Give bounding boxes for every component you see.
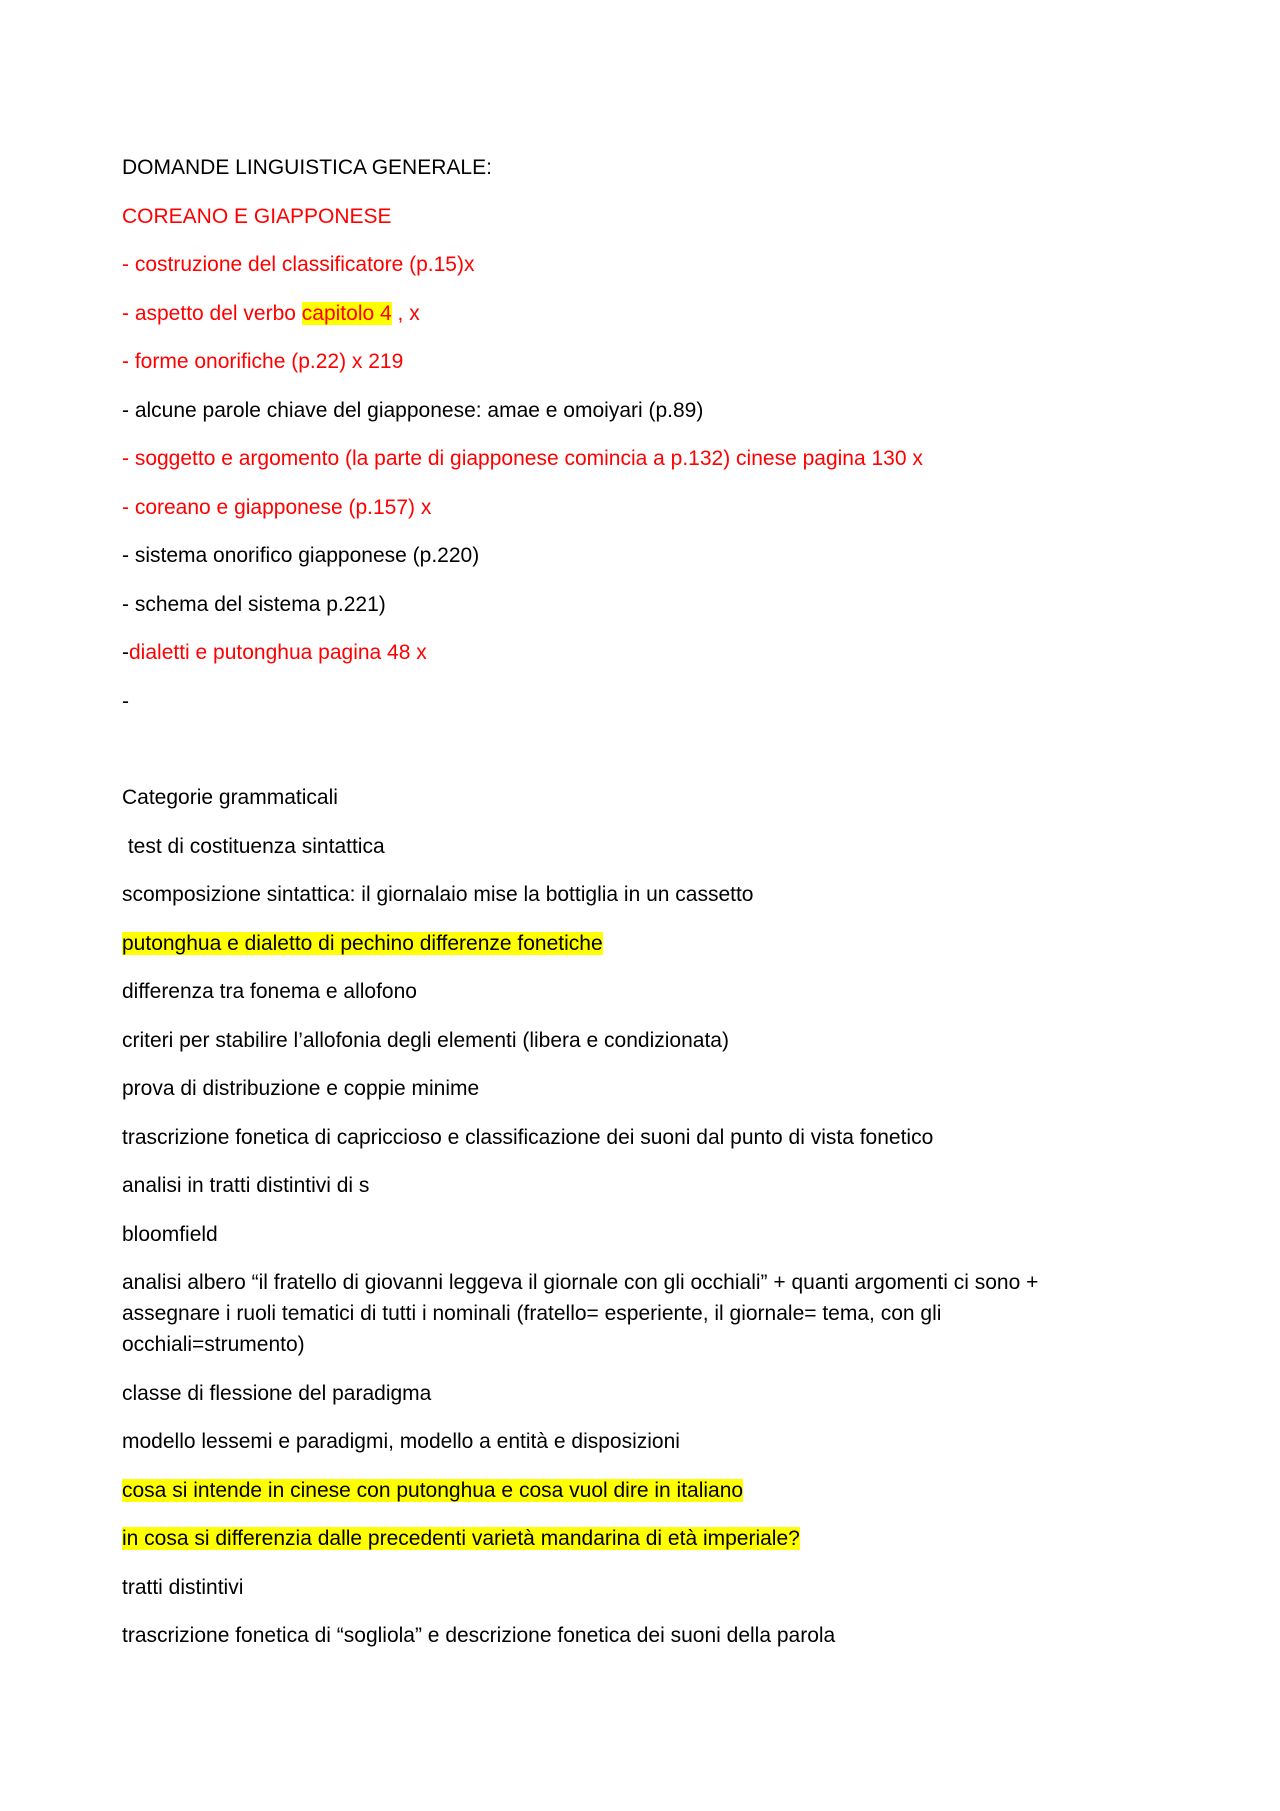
list-item-text: - aspetto del verbo <box>122 301 302 325</box>
list-item: - costruzione del classificatore (p.15)x <box>122 253 475 276</box>
list-item <box>122 637 1102 668</box>
section-heading: COREANO E GIAPPONESE <box>122 204 392 228</box>
list-item: - schema del sistema p.221) <box>122 592 386 616</box>
document-body <box>122 152 1102 1669</box>
question: bloomfield <box>122 1222 218 1246</box>
list-item <box>122 298 1102 329</box>
highlighted-text: cosa si intende in cinese con putonghua e cosa vuol dire in italiano <box>122 1478 744 1502</box>
question: tratti distintivi <box>122 1575 244 1599</box>
question <box>122 1523 1102 1554</box>
question: analisi albero “il fratello di giovanni leggeva il giornale con gli occhiali” + quanti argomenti ci sono + assegnare i ruoli tematici di tutti i nominali (fratello= esperiente, il giornale= tema, con gli occhiali=strumento) <box>122 1271 1045 1356</box>
question: test di costituenza sintattica <box>122 834 385 858</box>
list-item: - forme onorifiche (p.22) x 219 <box>122 350 404 373</box>
list-item: - coreano e giapponese (p.157) x <box>122 495 432 519</box>
question: differenza tra fonema e allofono <box>122 980 417 1003</box>
highlighted-text: in cosa si differenzia dalle precedenti varietà mandarina di età imperiale? <box>122 1527 800 1550</box>
question: trascrizione fonetica di capriccioso e classificazione dei suoni dal punto di vista fonetico <box>122 1125 934 1149</box>
question: scomposizione sintattica: il giornalaio mise la bottiglia in un cassetto <box>122 883 754 906</box>
question <box>122 928 1102 959</box>
list-item-text: , x <box>391 301 420 325</box>
document-title: DOMANDE LINGUISTICA GENERALE: <box>122 156 492 179</box>
question: trascrizione fonetica di “sogliola” e descrizione fonetica dei suoni della parola <box>122 1624 836 1647</box>
question: classe di flessione del paradigma <box>122 1381 432 1405</box>
list-item-dash: - <box>122 641 129 664</box>
spacer <box>122 734 1102 782</box>
list-item: - soggetto e argomento (la parte di giapponese comincia a p.132) cinese pagina 130 x <box>122 447 923 470</box>
list-item: - <box>122 689 129 713</box>
highlighted-text: putonghua e dialetto di pechino differenze fonetiche <box>122 931 603 955</box>
question <box>122 1475 1102 1506</box>
question: criteri per stabilire l’allofonia degli elementi (libera e condizionata) <box>122 1028 729 1052</box>
list-item: - sistema onorifico giapponese (p.220) <box>122 544 480 567</box>
question: prova di distribuzione e coppie minime <box>122 1077 480 1100</box>
highlighted-text: capitolo 4 <box>301 301 392 325</box>
list-item: - alcune parole chiave del giapponese: amae e omoiyari (p.89) <box>122 398 704 422</box>
question: analisi in tratti distintivi di s <box>122 1174 370 1197</box>
list-item-text: dialetti e putonghua pagina 48 x <box>129 641 427 664</box>
question: modello lessemi e paradigmi, modello a entità e disposizioni <box>122 1430 680 1453</box>
question: Categorie grammaticali <box>122 786 338 809</box>
